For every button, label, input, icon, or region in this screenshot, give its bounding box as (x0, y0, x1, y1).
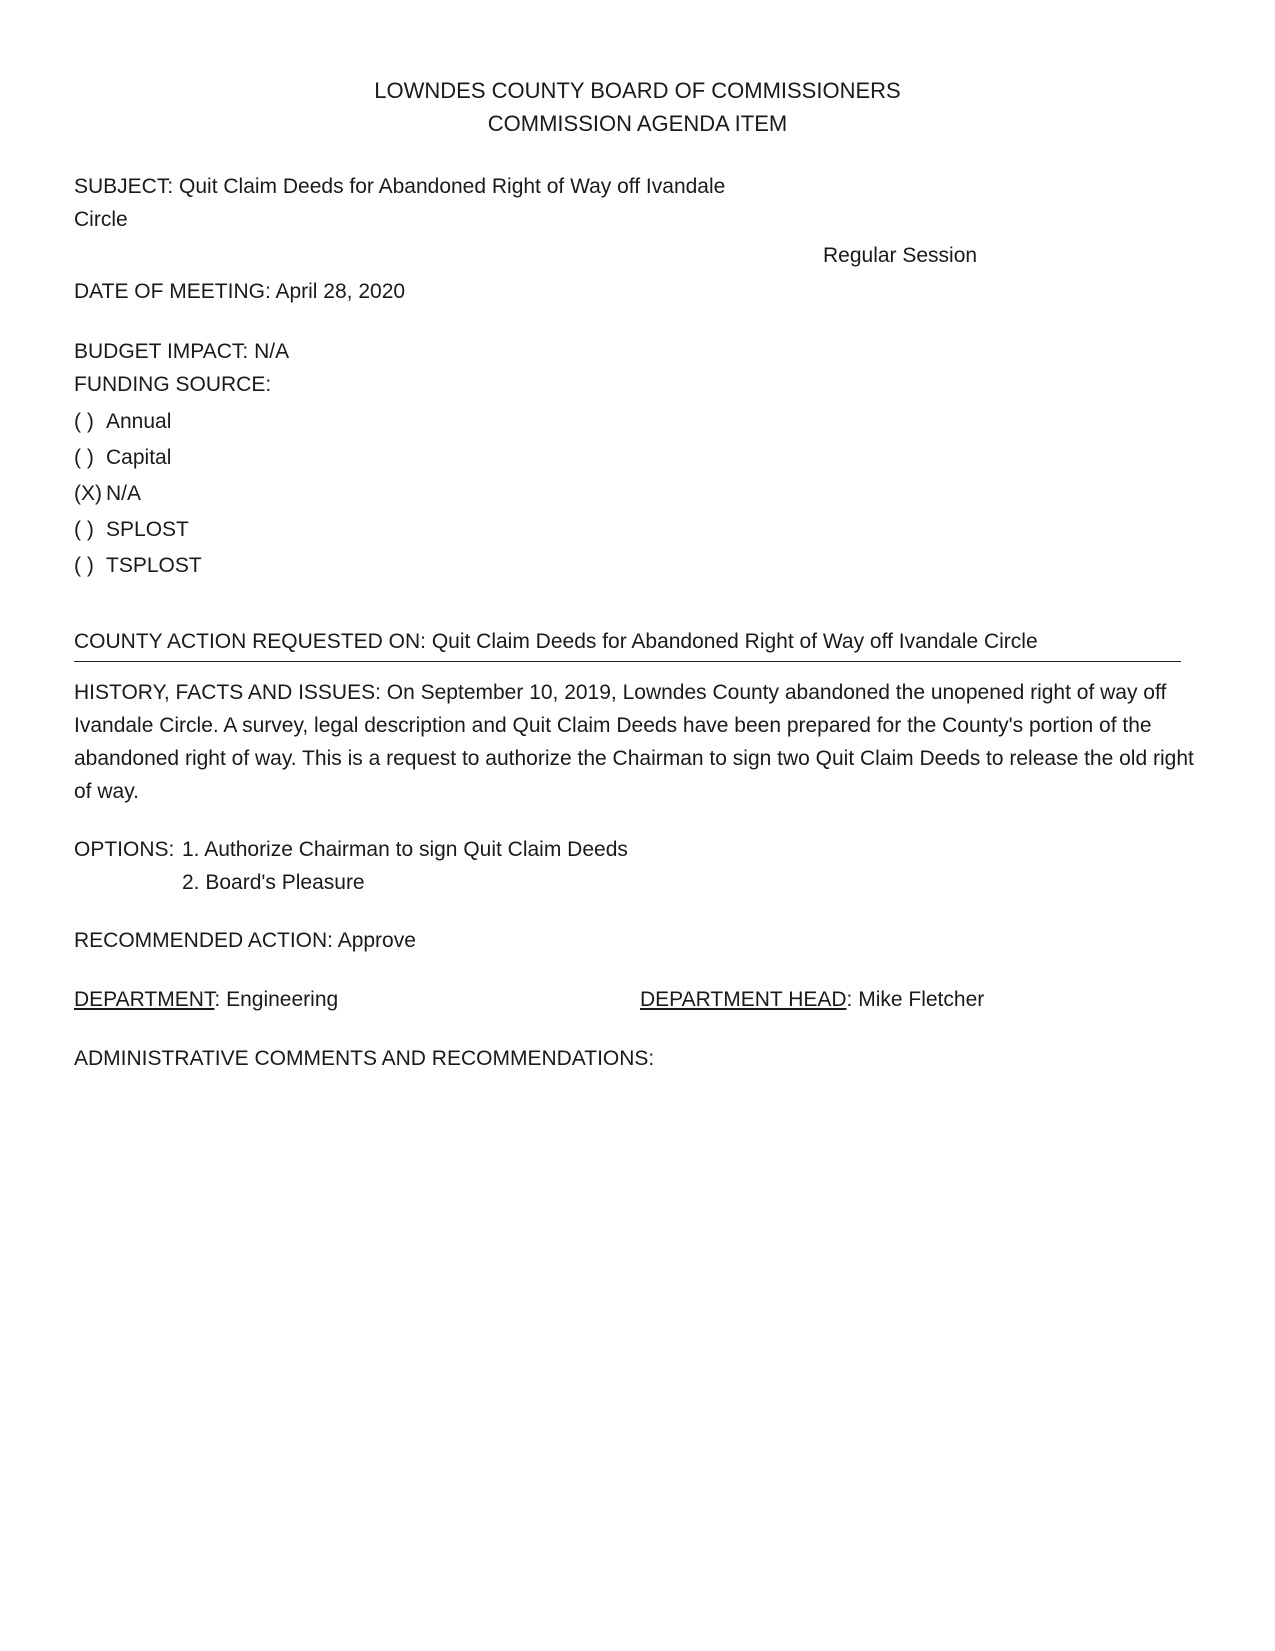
date-of-meeting: DATE OF MEETING: April 28, 2020 (74, 280, 406, 303)
subject-line-2: Circle (74, 208, 128, 231)
session-type: Regular Session (823, 244, 978, 267)
department-head-label: DEPARTMENT HEAD (640, 988, 847, 1011)
funding-option-label: N/A (106, 482, 142, 505)
funding-checkbox-mark: ( ) (74, 518, 94, 541)
funding-option-label: Capital (106, 446, 172, 469)
funding-option-label: SPLOST (106, 518, 189, 541)
funding-checkbox-mark: (X) (74, 482, 102, 505)
department-value: : Engineering (214, 988, 339, 1011)
recommended-action: RECOMMENDED ACTION: Approve (74, 929, 416, 952)
funding-option-tsplost (74, 550, 202, 582)
department-label: DEPARTMENT (74, 988, 215, 1011)
funding-option-capital (74, 442, 171, 474)
funding-option-annual (74, 406, 171, 438)
department (74, 984, 338, 1016)
administrative-comments: ADMINISTRATIVE COMMENTS AND RECOMMENDATIONS: (74, 1047, 655, 1070)
funding-option-label: TSPLOST (106, 554, 202, 577)
funding-checkbox-mark: ( ) (74, 410, 94, 433)
header-line-2: COMMISSION AGENDA ITEM (487, 111, 788, 136)
history-facts-issues: HISTORY, FACTS AND ISSUES: On September 10, 2019, Lowndes County abandoned the unopened right of way off Ivandale Circle. A survey, legal description and Quit Claim Deeds have been prepared for the County's portion of the abandoned right of way. This is a request to authorize the Chairman to sign two Quit Claim Deeds to release the old right of way. (74, 681, 1194, 803)
option-item-2: 2. Board's Pleasure (182, 871, 365, 894)
budget-impact: BUDGET IMPACT: N/A (74, 340, 290, 363)
department-head-value: : Mike Fletcher (846, 988, 985, 1011)
options-label: OPTIONS: (74, 838, 175, 861)
funding-option-splost (74, 514, 189, 546)
option-item-1: 1. Authorize Chairman to sign Quit Claim Deeds (182, 838, 628, 861)
funding-checkbox-mark: ( ) (74, 446, 94, 469)
subject-line-1: SUBJECT: Quit Claim Deeds for Abandoned Right of Way off Ivandale (74, 175, 726, 198)
header-line-1: LOWNDES COUNTY BOARD OF COMMISSIONERS (374, 78, 901, 103)
section-divider (74, 661, 1181, 662)
funding-option-na (74, 478, 141, 510)
funding-option-label: Annual (106, 410, 172, 433)
funding-source-label: FUNDING SOURCE: (74, 373, 272, 396)
funding-checkbox-mark: ( ) (74, 554, 94, 577)
department-head (640, 984, 984, 1016)
county-action-requested: COUNTY ACTION REQUESTED ON: Quit Claim Deeds for Abandoned Right of Way off Ivandale Circle (74, 630, 1038, 653)
